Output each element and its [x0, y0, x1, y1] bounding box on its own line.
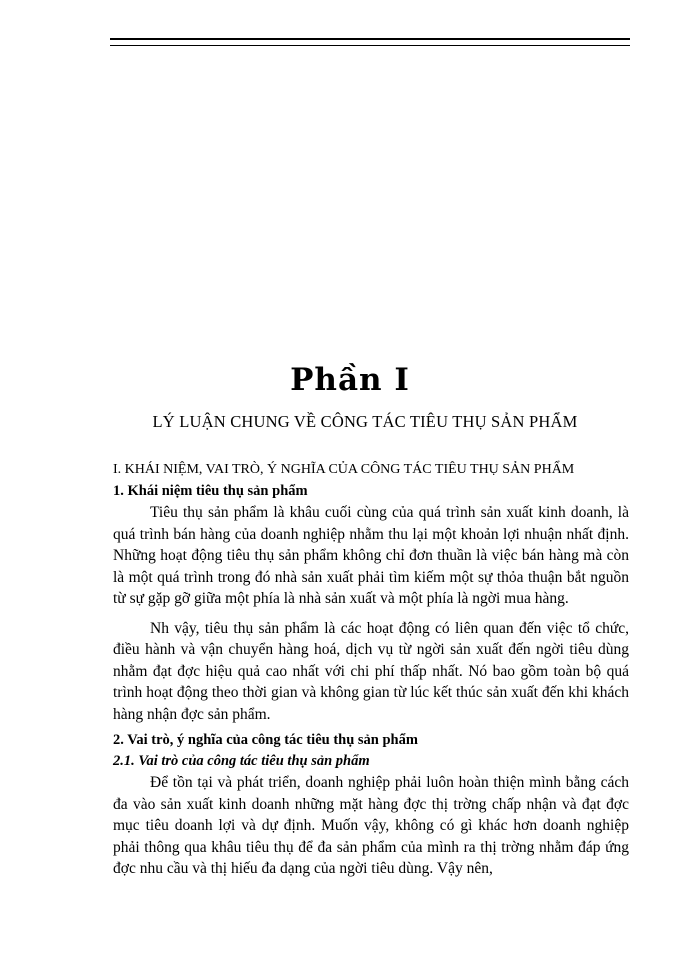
chapter-subtitle: LÝ LUẬN CHUNG VỀ CÔNG TÁC TIÊU THỤ SẢN PHẨM: [152, 412, 578, 431]
body-content: [113, 460, 629, 888]
subsection-heading-2-1: 2.1. Vai trò của công tác tiêu thụ sản phẩm: [113, 753, 370, 769]
subsection-heading-1: 1. Khái niệm tiêu thụ sản phẩm: [113, 483, 308, 499]
paragraph-role: Để tồn tại và phát triển, doanh nghiệp phải luôn hoàn thiện mình bằng cách đa vào sản xuất kinh doanh những mặt hàng đợc thị trờng chấp nhận và đạt đợc mục tiêu doanh lợi và dự định. Muốn vậy, không có gì khác hơn doanh nghiệp phải thông qua khâu tiêu thụ để đa sản phẩm của mình ra thị trờng nhằm đáp ứng đợc nhu cầu và thị hiếu đa dạng của ngời tiêu dùng. Vậy nên,: [113, 774, 629, 877]
part-title: Phần I: [290, 362, 410, 398]
paragraph-summary: Nh vậy, tiêu thụ sản phẩm là các hoạt động có liên quan đến việc tổ chức, điều hành và vận chuyển hàng hoá, dịch vụ từ ngời sản xuất đến ngời tiêu dùng nhằm đạt đợc hiệu quả cao nhất với chi phí thấp nhất. Nó bao gồm toàn bộ quá trình hoạt động theo thời gian và không gian từ lúc kết thúc sản xuất đến khi khách hàng nhận đợc sản phẩm.: [113, 619, 629, 723]
header-rule: [110, 38, 630, 46]
paragraph-definition: Tiêu thụ sản phẩm là khâu cuối cùng của quá trình sản xuất kinh doanh, là quá trình bán hàng của doanh nghiệp nhằm thu lại một khoản lợi nhuận nhất định. Những hoạt động tiêu thụ sản phẩm không chỉ đơn thuần là việc bán hàng mà còn là một quá trình trong đó nhà sản xuất phải tìm kiếm một sự thỏa thuận bắt nguồn từ sự gặp gỡ giữa một phía là nhà sản xuất và một phía là ngời mua hàng.: [113, 504, 629, 607]
subsection-heading-2: 2. Vai trò, ý nghĩa của công tác tiêu thụ sản phẩm: [113, 732, 418, 748]
section-heading-1: I. KHÁI NIỆM, VAI TRÒ, Ý NGHĨA CỦA CÔNG TÁC TIÊU THỤ SẢN PHẨM: [113, 462, 575, 477]
